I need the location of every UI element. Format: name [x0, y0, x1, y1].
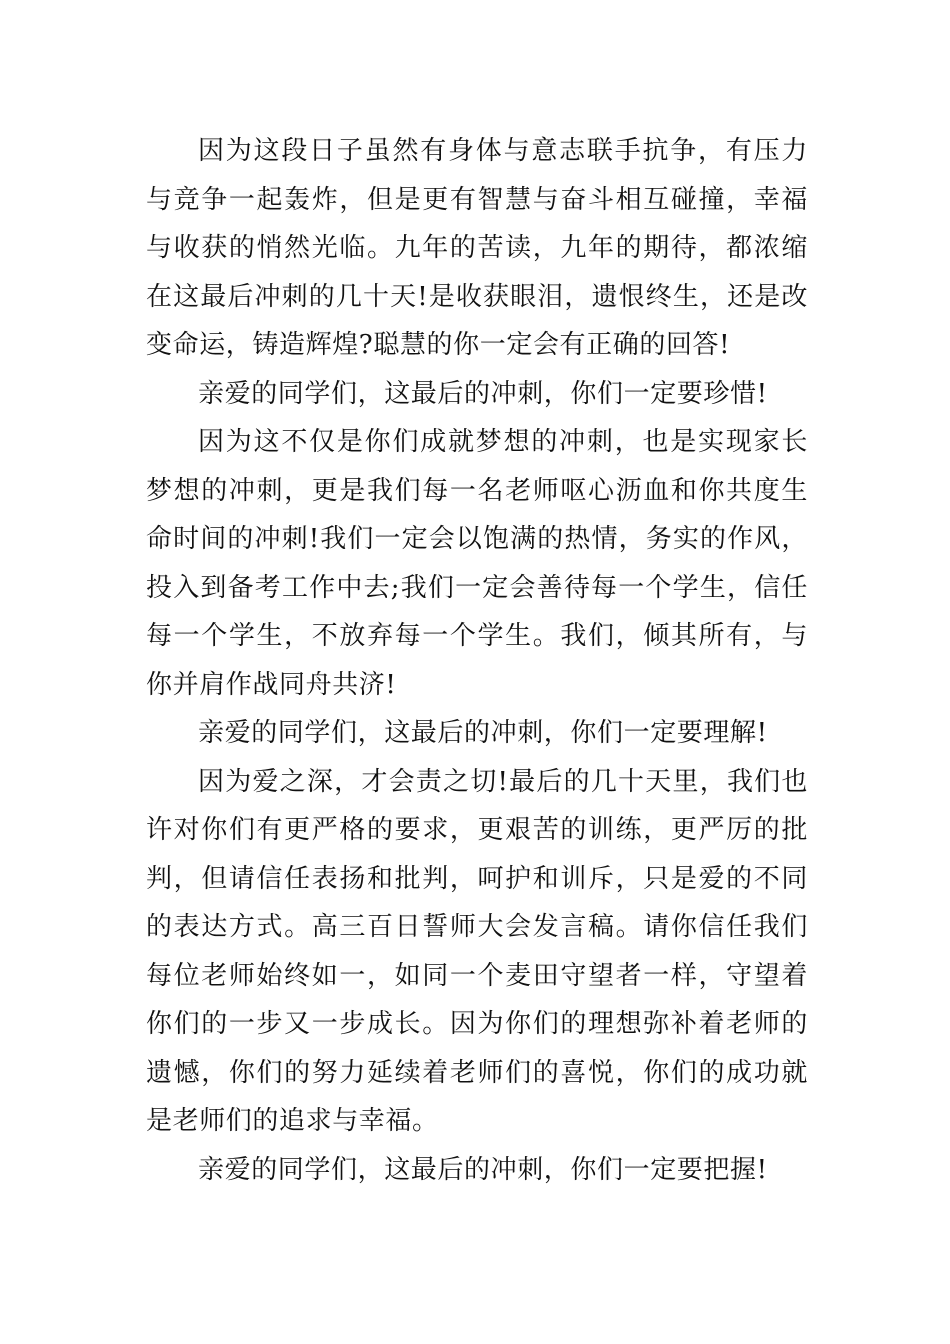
paragraph: 亲爱的同学们，这最后的冲刺，你们一定要理解!: [198, 718, 768, 748]
paragraph: 亲爱的同学们，这最后的冲刺，你们一定要把握!: [198, 1154, 768, 1185]
document-body: [146, 127, 808, 1194]
paragraph: 因为这段日子虽然有身体与意志联手抗争，有压力与竞争一起轰炸，但是更有智慧与奋斗相互碰撞，幸福与收获的悄然光临。九年的苦读，九年的期待，都浓缩在这最后冲刺的几十天!是收获眼泪，遗恨终生，还是改变命运，铸造辉煌?聪慧的你一定会有正确的回答!: [146, 136, 808, 360]
paragraph: 亲爱的同学们，这最后的冲刺，你们一定要珍惜!: [198, 378, 768, 409]
paragraph: 因为这不仅是你们成就梦想的冲刺，也是实现家长梦想的冲刺，更是我们每一名老师呕心沥血和你共度生命时间的冲刺!我们一定会以饱满的热情，务实的作风，投入到备考工作中去;我们一定会善待每一个学生，信任每一个学生，不放弃每一个学生。我们，倾其所有，与你并肩作战同舟共济!: [146, 427, 808, 700]
paragraph: 因为爱之深，才会责之切!最后的几十天里，我们也许对你们有更严格的要求，更艰苦的训练，更严厉的批判，但请信任表扬和批判，呵护和训斥，只是爱的不同的表达方式。高三百日誓师大会发言稿。请你信任我们每位老师始终如一，如同一个麦田守望者一样，守望着你们的一步又一步成长。因为你们的理想弥补着老师的遗憾，你们的努力延续着老师们的喜悦，你们的成功就是老师们的追求与幸福。: [146, 766, 808, 1136]
